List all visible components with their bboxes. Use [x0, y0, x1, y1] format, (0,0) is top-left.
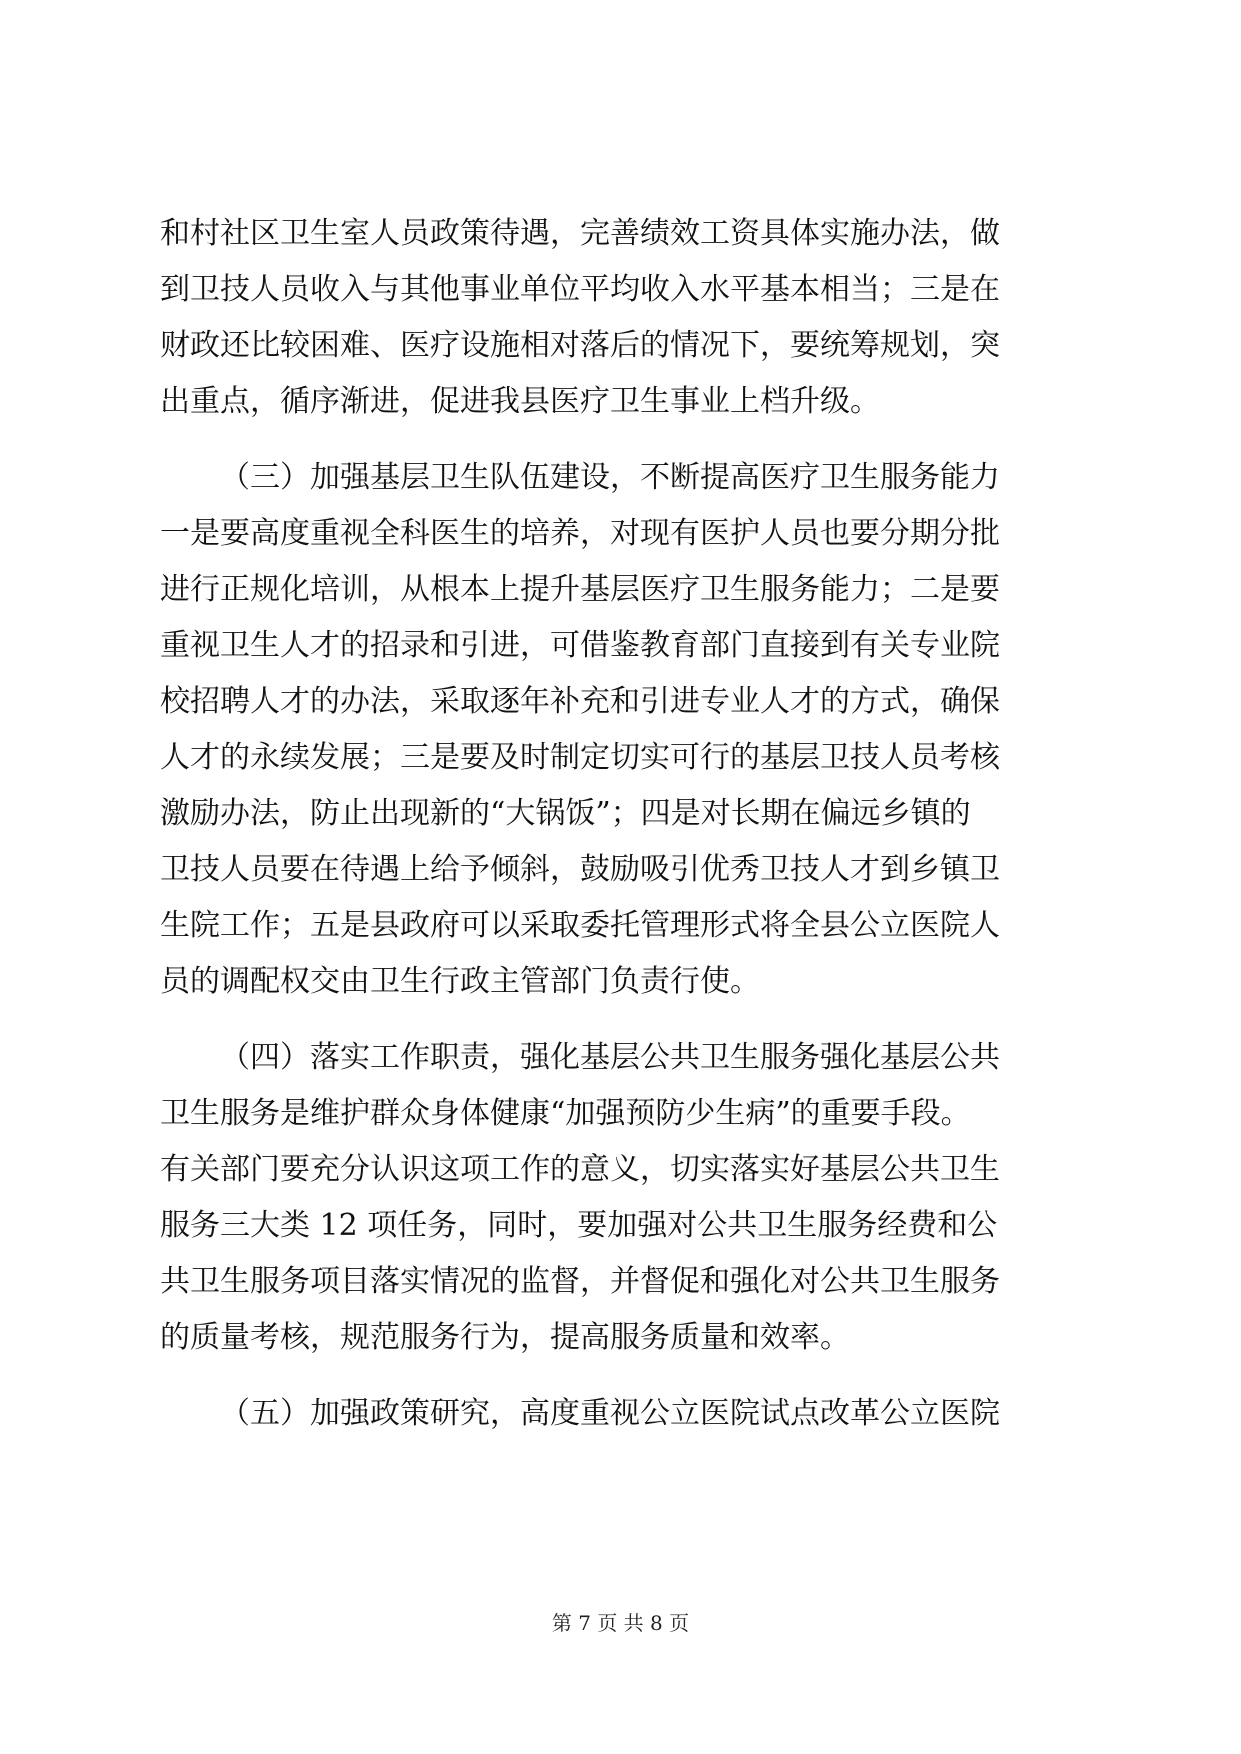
text-line: 校招聘人才的办法，采取逐年补充和引进专业人才的方式，确保	[160, 684, 1000, 719]
text-line: 进行正规化培训，从根本上提升基层医疗卫生服务能力；二是要	[160, 572, 1000, 607]
text-line: 一是要高度重视全科医生的培养，对现有医护人员也要分期分批	[160, 516, 1000, 551]
text-line: 有关部门要充分认识这项工作的意义，切实落实好基层公共卫生	[160, 1152, 1000, 1187]
text-line: 财政还比较困难、医疗设施相对落后的情况下，要统筹规划，突	[160, 328, 1000, 363]
text-line: 员的调配权交由卫生行政主管部门负责行使。	[160, 964, 760, 999]
text-line: 人才的永续发展；三是要及时制定切实可行的基层卫技人员考核	[160, 740, 1000, 775]
text-line: 到卫技人员收入与其他事业单位平均收入水平基本相当；三是在	[160, 272, 1000, 307]
text-line: 卫技人员要在待遇上给予倾斜，鼓励吸引优秀卫技人才到乡镇卫	[160, 852, 1000, 887]
section-heading-5: （五）加强政策研究，高度重视公立医院试点改革公立医院	[220, 1396, 1000, 1431]
text-line: 服务三大类 12 项任务，同时，要加强对公共卫生服务经费和公	[160, 1208, 998, 1243]
text-line: 和村社区卫生室人员政策待遇，完善绩效工资具体实施办法，做	[160, 216, 1000, 251]
text-line: 的质量考核，规范服务行为，提高服务质量和效率。	[160, 1320, 850, 1355]
text-line: 生院工作；五是县政府可以采取委托管理形式将全县公立医院人	[160, 908, 1000, 943]
section-heading-3: （三）加强基层卫生队伍建设，不断提高医疗卫生服务能力	[220, 460, 1000, 495]
text-line: 卫生服务是维护群众身体健康“加强预防少生病”的重要手段。	[160, 1096, 971, 1131]
text-line: 重视卫生人才的招录和引进，可借鉴教育部门直接到有关专业院	[160, 628, 1000, 663]
section-heading-4: （四）落实工作职责，强化基层公共卫生服务强化基层公共	[220, 1040, 1000, 1075]
text-line: 激励办法，防止出现新的“大锅饭”；四是对长期在偏远乡镇的	[160, 796, 971, 831]
text-line: 出重点，循序渐进，促进我县医疗卫生事业上档升级。	[160, 384, 880, 419]
page-number-footer: 第 7 页 共 8 页	[551, 1611, 690, 1635]
text-line: 共卫生服务项目落实情况的监督，并督促和强化对公共卫生服务	[160, 1264, 1000, 1299]
